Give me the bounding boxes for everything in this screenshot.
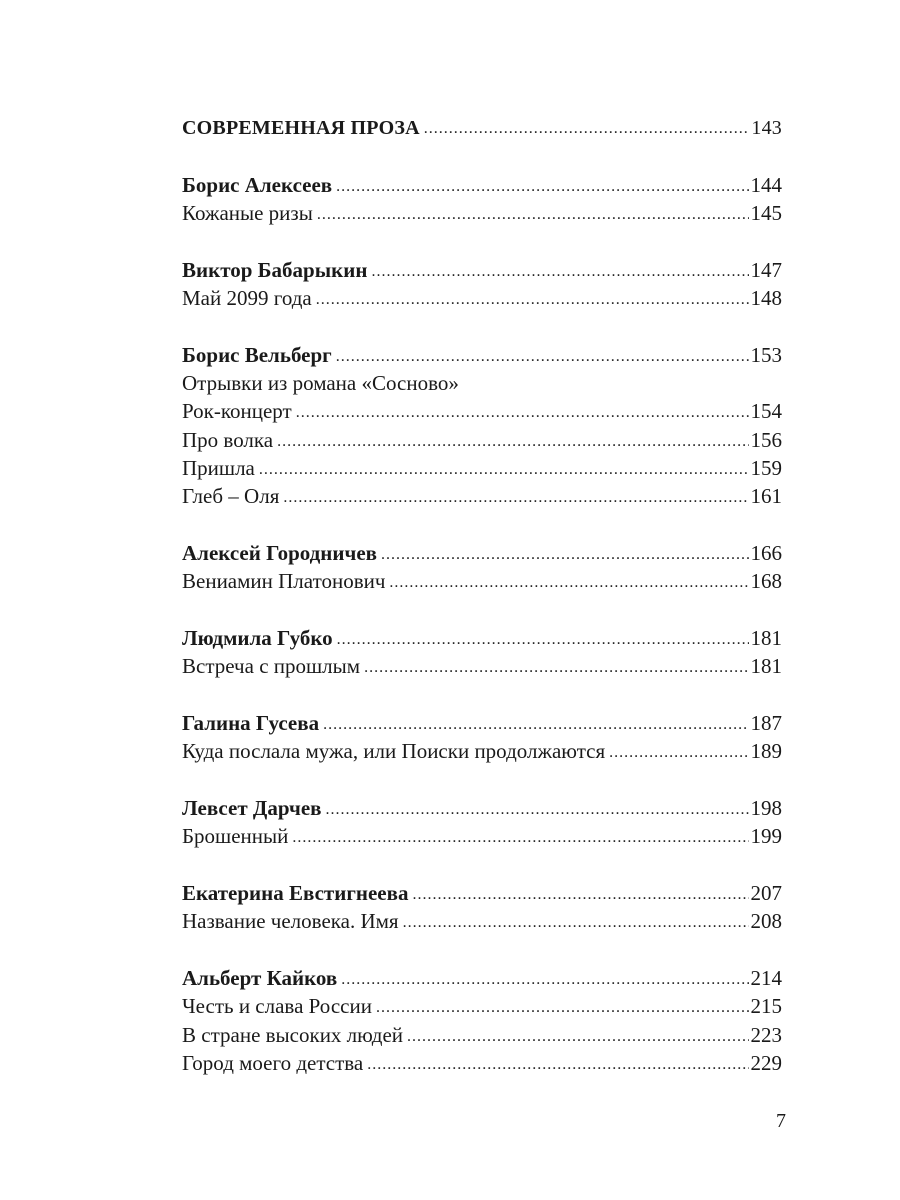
toc-work-row <box>182 199 782 227</box>
dot-leader <box>336 173 748 201</box>
toc-work-row <box>182 454 782 482</box>
toc-entry-page: 147 <box>750 257 782 282</box>
toc-entry-title: Вениамин Платонович <box>182 569 386 594</box>
toc-entry-page: 223 <box>750 1022 782 1047</box>
toc-author-row <box>182 171 782 199</box>
toc-entry-title: Про волка <box>182 427 274 452</box>
toc-entry-title: Пришла <box>182 456 255 481</box>
toc-entry-title: В стране высоких людей <box>182 1022 404 1047</box>
toc-subheading-row <box>182 369 782 397</box>
toc-entry-page: 159 <box>750 456 782 481</box>
toc-entry-page: 166 <box>750 541 782 566</box>
toc-entry-page: 161 <box>750 484 782 509</box>
toc-author-row <box>182 341 782 369</box>
toc-work-row <box>182 992 782 1020</box>
toc-work-row <box>182 822 782 850</box>
table-of-contents <box>182 114 782 1077</box>
toc-work-row <box>182 907 782 935</box>
toc-entry-page: 154 <box>750 399 782 424</box>
toc-entry-title: Екатерина Евстигнеева <box>182 880 409 905</box>
toc-entry-page: 181 <box>750 626 782 651</box>
dot-leader <box>412 881 748 909</box>
toc-entry-page: 198 <box>750 795 782 820</box>
toc-work-row <box>182 1049 782 1077</box>
toc-author-row <box>182 624 782 652</box>
toc-entry-page: 156 <box>750 427 782 452</box>
dot-leader <box>381 541 748 569</box>
toc-entry-title: Куда послала мужа, или Поиски продолжаются <box>182 739 606 764</box>
dot-leader <box>341 966 748 994</box>
toc-work-row <box>182 652 782 680</box>
toc-entry-title: СОВРЕМЕННАЯ ПРОЗА <box>182 117 420 139</box>
dot-leader <box>296 399 749 427</box>
toc-entry-title: Город моего детства <box>182 1051 364 1076</box>
toc-entry-title: Брошенный <box>182 824 289 849</box>
toc-entry-title: Название человека. Имя <box>182 909 399 934</box>
toc-entry-title: Галина Гусева <box>182 710 320 735</box>
toc-entry-page: 199 <box>750 824 782 849</box>
dot-leader <box>316 286 749 314</box>
toc-entry-page: 187 <box>750 710 782 735</box>
toc-entry-title: Борис Алексеев <box>182 172 333 197</box>
dot-leader <box>376 994 749 1022</box>
toc-entry-page: 215 <box>750 994 782 1019</box>
toc-entry-title: Кожаные ризы <box>182 200 313 225</box>
dot-leader <box>323 711 748 739</box>
toc-author-row <box>182 539 782 567</box>
toc-entry-page: 214 <box>750 965 782 990</box>
toc-entry-page: 145 <box>750 200 782 225</box>
toc-entry-title: Альберт Кайков <box>182 965 338 990</box>
toc-entry-page: 189 <box>750 739 782 764</box>
toc-entry-page: 143 <box>751 117 782 139</box>
dot-leader <box>389 569 748 597</box>
toc-entry-title: Людмила Губко <box>182 626 333 651</box>
toc-entry-title: Рок-концерт <box>182 399 292 424</box>
toc-author-row <box>182 256 782 284</box>
toc-entry-page: 208 <box>750 909 782 934</box>
toc-entry-title: Виктор Бабарыкин <box>182 257 368 282</box>
toc-author-row <box>182 879 782 907</box>
toc-entry-page: 229 <box>750 1051 782 1076</box>
toc-entry-title: Левсет Дарчев <box>182 795 322 820</box>
toc-entry-page: 144 <box>750 172 782 197</box>
toc-entry-page: 148 <box>750 285 782 310</box>
dot-leader <box>292 824 748 852</box>
toc-entry-title: Честь и слава России <box>182 994 372 1019</box>
dot-leader <box>283 484 748 512</box>
dot-leader <box>336 343 749 371</box>
toc-entry-title: Встреча с прошлым <box>182 654 361 679</box>
toc-work-row <box>182 426 782 454</box>
toc-entry-page: 153 <box>750 342 782 367</box>
toc-author-row <box>182 964 782 992</box>
page-number: 7 <box>776 1110 786 1132</box>
dot-leader <box>337 626 749 654</box>
toc-work-row <box>182 482 782 510</box>
toc-entry-title: Глеб – Оля <box>182 484 280 509</box>
toc-entry-title: Борис Вельберг <box>182 342 332 367</box>
toc-author-row <box>182 794 782 822</box>
toc-work-row <box>182 284 782 312</box>
dot-leader <box>364 654 748 682</box>
toc-work-row <box>182 1021 782 1049</box>
dot-leader <box>407 1023 748 1051</box>
toc-entry-page: 207 <box>750 880 782 905</box>
dot-leader <box>609 739 748 767</box>
dot-leader <box>371 258 748 286</box>
dot-leader <box>326 796 749 824</box>
dot-leader <box>424 115 750 143</box>
toc-work-row <box>182 397 782 425</box>
toc-entry-title: Отрывки из романа «Сосново» <box>182 370 459 395</box>
toc-section-row <box>182 114 782 142</box>
dot-leader <box>367 1051 748 1079</box>
dot-leader <box>259 456 749 484</box>
toc-author-row <box>182 709 782 737</box>
toc-work-row <box>182 737 782 765</box>
toc-entry-title: Алексей Городничев <box>182 541 378 566</box>
dot-leader <box>277 428 748 456</box>
toc-entry-title: Май 2099 года <box>182 285 312 310</box>
dot-leader <box>403 909 749 937</box>
dot-leader <box>317 201 749 229</box>
toc-work-row <box>182 567 782 595</box>
toc-entry-page: 168 <box>750 569 782 594</box>
toc-entry-page: 181 <box>750 654 782 679</box>
